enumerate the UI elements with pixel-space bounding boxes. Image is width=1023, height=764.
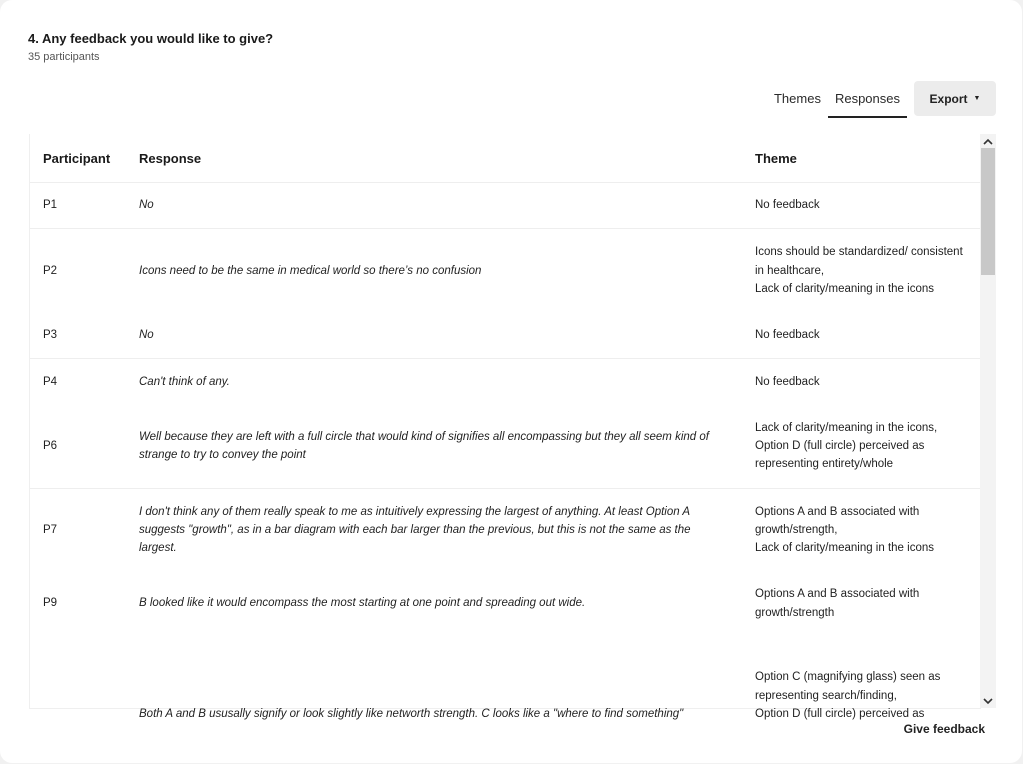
theme-label: No feedback (755, 199, 820, 212)
theme-cell (742, 489, 981, 572)
theme-label: No feedback (755, 329, 820, 342)
table-row (30, 359, 981, 405)
theme-cell (742, 405, 981, 489)
response-cell: No (126, 313, 742, 359)
chevron-up-icon[interactable] (980, 134, 996, 148)
theme-label: Lack of clarity/meaning in the icons (755, 282, 934, 295)
table-row (30, 489, 981, 572)
theme-label: No feedback (755, 375, 820, 388)
participant-cell: P2 (43, 264, 58, 277)
participant-cell: P7 (43, 524, 58, 537)
theme-cell (742, 359, 981, 405)
table-scrollbar[interactable] (980, 134, 996, 708)
caret-down-icon: ▼ (973, 95, 981, 102)
response-cell: Can't think of any. (139, 375, 230, 388)
tab-themes[interactable]: Themes (773, 91, 821, 106)
participant-cell: P4 (43, 375, 58, 388)
table-row (30, 183, 981, 229)
response-cell: Well because they are left with a full circle that would kind of signifies all encompassing but they all seem kind of strange to try to convey the point (126, 405, 742, 489)
table-row (30, 572, 981, 636)
response-cell: Icons need to be the same in medical world so there’s no confusion (139, 264, 482, 277)
table-header-row (30, 134, 981, 183)
theme-label: Options A and B associated with growth/strength, (755, 505, 920, 537)
participant-cell: P9 (43, 597, 58, 610)
table-row (30, 405, 981, 489)
theme-cell (742, 229, 981, 313)
header-theme: Theme (742, 134, 981, 183)
table-row (30, 636, 981, 726)
responses-table-container[interactable] (29, 134, 981, 721)
theme-label: Option C (magnifying glass) seen as representing search/finding, (755, 671, 941, 702)
participant-count: 35 participants (28, 51, 100, 63)
theme-label: Options A and B associated with growth/strength (755, 588, 920, 619)
response-cell: Both A and B ususally signify or look slightly like networth strength. C looks like a "where to find something" (139, 708, 684, 721)
theme-label: Lack of clarity/meaning in the icons (755, 542, 934, 555)
table-row (30, 229, 981, 313)
theme-label: Icons should be standardized/ consistent in healthcare, (755, 246, 963, 277)
export-label: Export (929, 91, 968, 106)
question-title: 4. Any feedback you would like to give? (28, 31, 274, 46)
export-button[interactable] (914, 81, 996, 116)
view-tabs (767, 84, 907, 118)
participant-cell (30, 636, 126, 726)
theme-label: Option D (full circle) perceived as (755, 708, 925, 721)
theme-cell (742, 183, 981, 229)
tab-responses[interactable]: Responses (828, 84, 907, 118)
theme-cell (742, 636, 981, 726)
responses-table (30, 134, 981, 726)
header-participant: Participant (30, 134, 126, 183)
participant-cell: P1 (30, 183, 126, 229)
response-cell: No (126, 183, 742, 229)
theme-label: Lack of clarity/meaning in the icons, (755, 421, 938, 434)
participant-cell: P3 (30, 313, 126, 359)
response-cell: I don't think any of them really speak to me as intuitively expressing the largest of anything. At least Option A suggests "growth", as in a bar diagram with each bar larger than the previous, but this is not the same as the largest. (139, 505, 691, 555)
response-cell: B looked like it would encompass the most starting at one point and spreading out wide. (139, 597, 586, 610)
theme-cell (742, 313, 981, 359)
table-row (30, 313, 981, 359)
header-response: Response (126, 134, 742, 183)
theme-label: Option D (full circle) perceived as representing entirety/whole (755, 440, 925, 471)
participant-cell: P6 (30, 405, 126, 489)
chevron-down-icon[interactable] (980, 694, 996, 708)
theme-cell (742, 572, 981, 636)
give-feedback-link[interactable]: Give feedback (903, 722, 985, 736)
scrollbar-thumb[interactable] (981, 148, 995, 275)
